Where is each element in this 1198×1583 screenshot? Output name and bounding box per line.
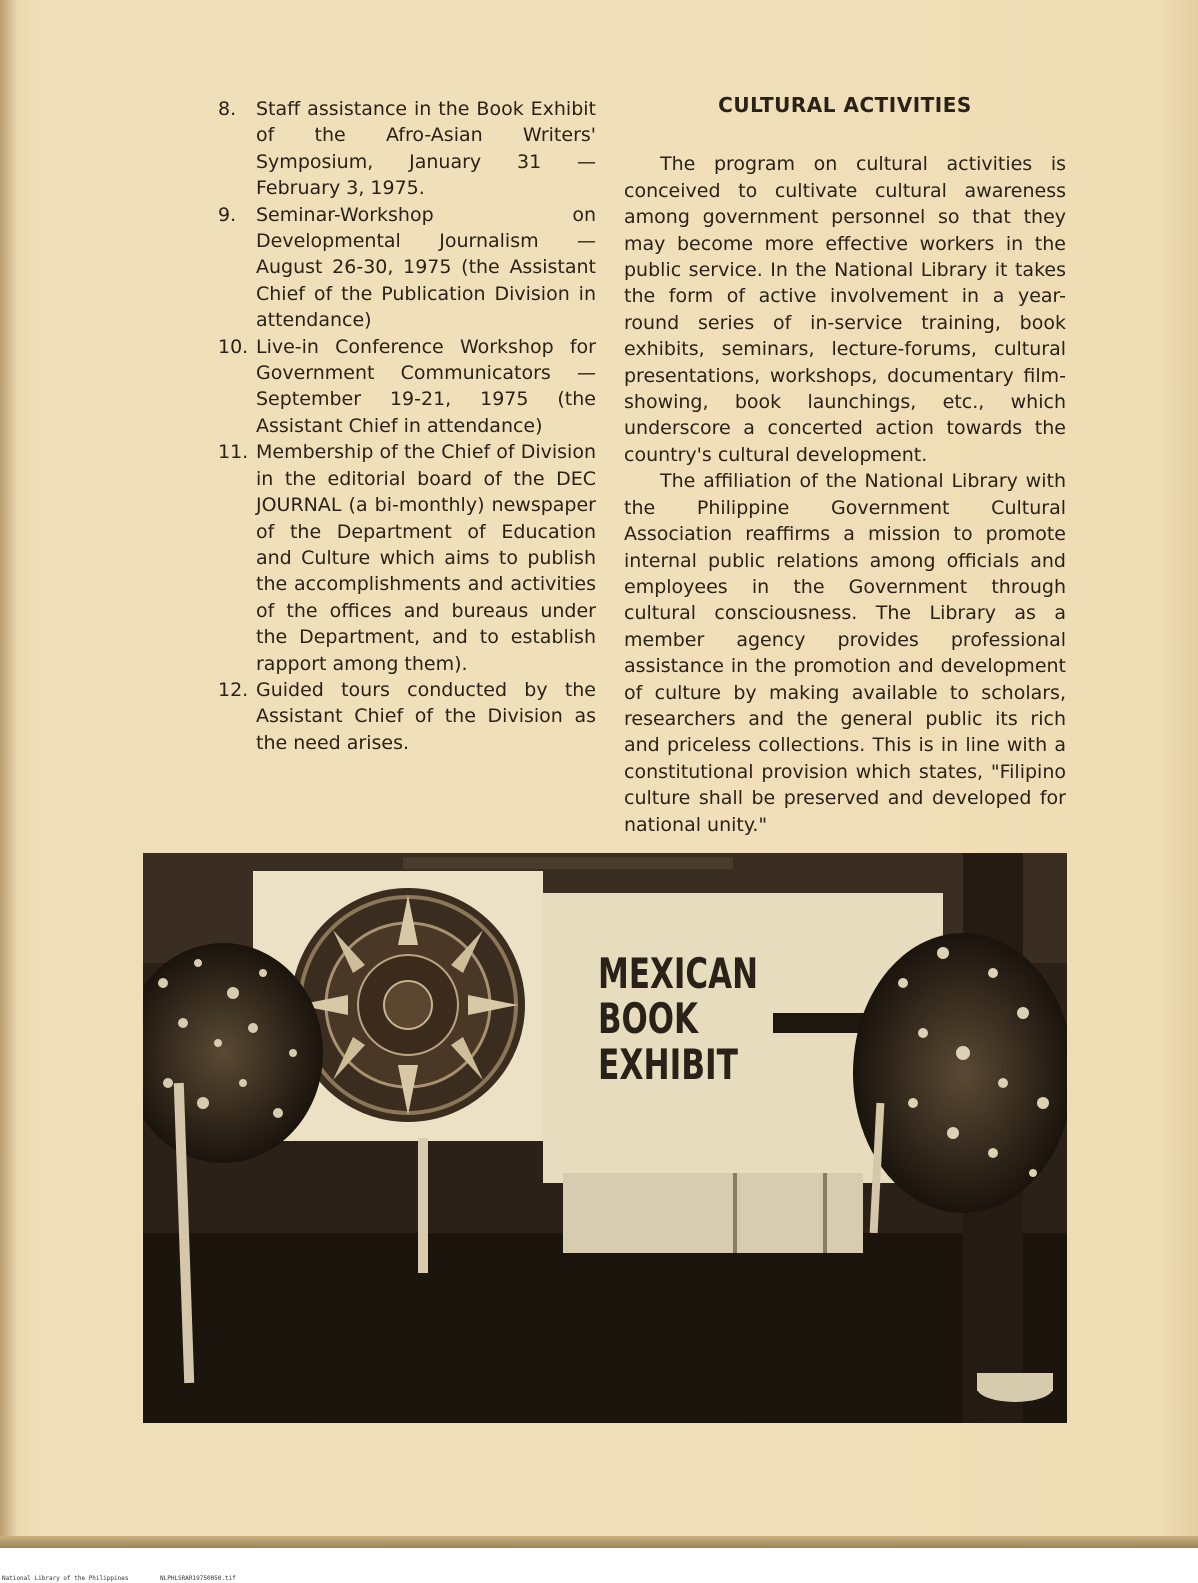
item-number: 12.: [218, 678, 249, 701]
list-item: [218, 334, 596, 440]
item-number: 11.: [218, 441, 249, 464]
item-number: 9.: [218, 203, 237, 226]
paragraph: The affiliation of the National Library with the Philippine Government Cultural Association reaffirms a mission to promote internal public relations among officials and employees in the Government through cultural consciousness. The Library as a member agency provides professional assistance in the promotion and development of culture by making available to scholars, researchers and the general public its rich and priceless collections. This is in line with a constitutional provision which states, "Filipino culture shall be preserved and developed for national unity.": [624, 470, 1066, 836]
left-column: [218, 96, 596, 756]
item-text: Membership of the Chief of Division in the editorial board of the DEC JOURNAL (a bi-monthly) newspaper of the Department of Education and Culture which aims to publish the accomplishments and activities of the offices and bureaus under the Department, and to establish rapport among them).: [256, 441, 596, 675]
item-text: Staff assistance in the Book Exhibit of the Afro-Asian Writers' Symposium, January 31 — February 3, 1975.: [256, 98, 596, 200]
item-text: Live-in Conference Workshop for Government Communicators — September 19-21, 1975 (the Assistant Chief in attendance): [256, 335, 596, 437]
list-item: [218, 439, 596, 677]
binding-shadow: [0, 0, 18, 1548]
item-number: 8.: [218, 98, 237, 120]
list-item: [218, 96, 596, 202]
sign-line-1: MEXICAN: [598, 949, 758, 998]
list-item: [218, 202, 596, 334]
right-column: [624, 92, 1066, 838]
footer-filename: NLPHLSRAR19750050.tif: [160, 1575, 236, 1582]
exhibit-photo: [143, 853, 1067, 1423]
page-bottom-edge: [0, 1536, 1198, 1548]
item-text: Seminar-Workshop on Developmental Journalism — August 26-30, 1975 (the Assistant Chief of the Publication Division in attendance): [256, 203, 596, 332]
footer-source: National Library of the Philippines: [2, 1575, 129, 1582]
paragraph: The program on cultural activities is conceived to cultivate cultural awareness among government personnel so that they may become more effective workers in the public service. In the National Library it takes the form of active involvement in a year-round series of in-service training, book exhibits, seminars, lecture-forums, cultural presentations, workshops, documentary film-showing, book launchings, etc., which underscore a concerted action towards the country's cultural development.: [624, 153, 1066, 466]
item-text: Guided tours conducted by the Assistant Chief of the Division as the need arises.: [256, 678, 596, 754]
list-item: [218, 677, 596, 756]
item-number: 10.: [218, 335, 249, 358]
sign-line-3: EXHIBIT: [598, 1040, 739, 1089]
sign-line-2: BOOK: [598, 994, 700, 1043]
section-heading: CULTURAL ACTIVITIES: [718, 93, 972, 117]
